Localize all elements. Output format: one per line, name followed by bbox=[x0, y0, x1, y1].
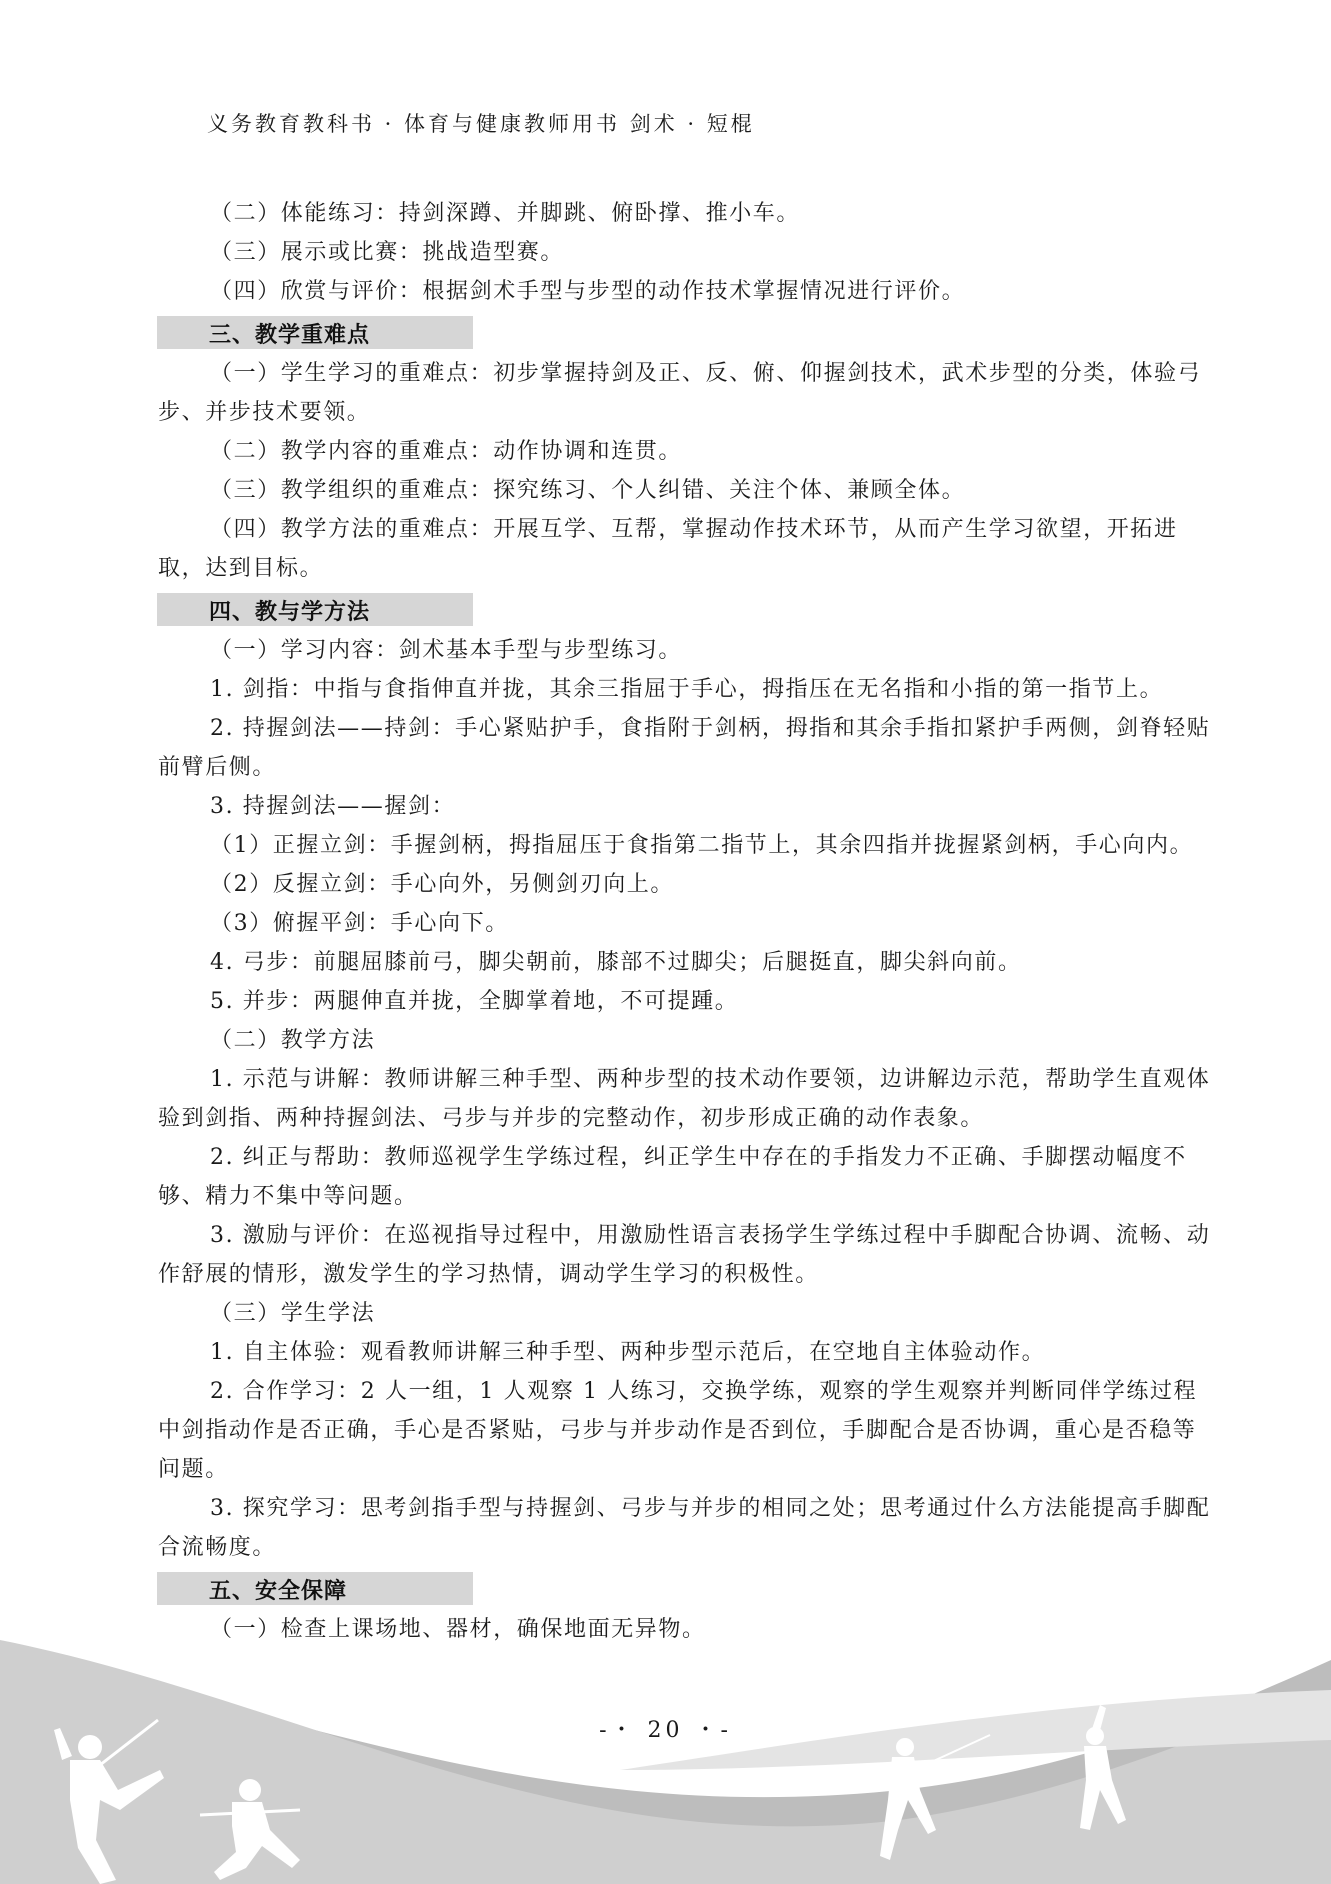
section-heading bbox=[157, 593, 473, 626]
paragraph: 5. 并步：两腿伸直并拢，全脚掌着地，不可提踵。 bbox=[210, 989, 739, 1014]
paragraph: 1. 剑指：中指与食指伸直并拢，其余三指屈于手心，拇指压在无名指和小指的第一指节上。 bbox=[210, 677, 1164, 702]
section-heading-text: 三、教学重难点 bbox=[209, 323, 371, 348]
paragraph: （四）欣赏与评价：根据剑术手型与步型的动作技术掌握情况进行评价。 bbox=[210, 279, 966, 304]
page-number: -・ 20 ・- bbox=[599, 1718, 732, 1743]
paragraph: 1. 自主体验：观看教师讲解三种手型、两种步型示范后，在空地自主体验动作。 bbox=[210, 1340, 1046, 1365]
paragraph: （2）反握立剑：手心向外，另侧剑刃向上。 bbox=[210, 872, 674, 897]
paragraph: 3. 激励与评价：在巡视指导过程中，用激励性语言表扬学生学练过程中手脚配合协调、流畅、动作舒展的情形，激发学生的学习热情，调动学生学习的积极性。 bbox=[158, 1223, 1211, 1287]
paragraph: （二）教学方法 bbox=[210, 1028, 376, 1053]
paragraph: （1）正握立剑：手握剑柄，拇指屈压于食指第二指节上，其余四指并拢握紧剑柄，手心向内。 bbox=[210, 833, 1194, 858]
section-heading-text: 四、教与学方法 bbox=[209, 600, 371, 625]
paragraph: 2. 纠正与帮助：教师巡视学生学练过程，纠正学生中存在的手指发力不正确、手脚摆动幅度不够、精力不集中等问题。 bbox=[158, 1145, 1187, 1209]
section-heading-text: 五、安全保障 bbox=[209, 1579, 348, 1604]
footer-decoration bbox=[0, 1454, 1331, 1884]
paragraph: （三）学生学法 bbox=[210, 1301, 376, 1326]
section-heading bbox=[157, 316, 473, 349]
paragraph: （一）学生学习的重难点：初步掌握持剑及正、反、俯、仰握剑技术，武术步型的分类，体验弓步、并步技术要领。 bbox=[158, 361, 1202, 425]
paragraph: 3. 探究学习：思考剑指手型与持握剑、弓步与并步的相同之处；思考通过什么方法能提高手脚配合流畅度。 bbox=[158, 1496, 1211, 1560]
page-body bbox=[158, 194, 1218, 1649]
paragraph: （四）教学方法的重难点：开展互学、互帮，掌握动作技术环节，从而产生学习欲望，开拓进取，达到目标。 bbox=[158, 517, 1178, 581]
paragraph: 2. 持握剑法——持剑：手心紧贴护手，食指附于剑柄，拇指和其余手指扣紧护手两侧，剑脊轻贴前臂后侧。 bbox=[158, 716, 1211, 780]
paragraph: 3. 持握剑法——握剑： bbox=[210, 794, 456, 819]
running-header: 义务教育教科书 · 体育与健康教师用书 剑术 · 短棍 bbox=[207, 112, 755, 136]
paragraph: （三）教学组织的重难点：探究练习、个人纠错、关注个体、兼顾全体。 bbox=[210, 478, 966, 503]
paragraph: 2. 合作学习：2 人一组，1 人观察 1 人练习，交换学练，观察的学生观察并判断同伴学练过程中剑指动作是否正确，手心是否紧贴，弓步与并步动作是否到位，手脚配合是否协调，重心是否稳等问题。 bbox=[158, 1379, 1198, 1482]
paragraph: 1. 示范与讲解：教师讲解三种手型、两种步型的技术动作要领，边讲解边示范，帮助学生直观体验到剑指、两种持握剑法、弓步与并步的完整动作，初步形成正确的动作表象。 bbox=[158, 1067, 1211, 1131]
paragraph: （二）教学内容的重难点：动作协调和连贯。 bbox=[210, 439, 683, 464]
paragraph: （一）检查上课场地、器材，确保地面无异物。 bbox=[210, 1617, 706, 1642]
paragraph: 4. 弓步：前腿屈膝前弓，脚尖朝前，膝部不过脚尖；后腿挺直，脚尖斜向前。 bbox=[210, 950, 1022, 975]
paragraph: （3）俯握平剑：手心向下。 bbox=[210, 911, 509, 936]
paragraph: （二）体能练习：持剑深蹲、并脚跳、俯卧撑、推小车。 bbox=[210, 201, 801, 226]
paragraph: （三）展示或比赛：挑战造型赛。 bbox=[210, 240, 565, 265]
paragraph: （一）学习内容：剑术基本手型与步型练习。 bbox=[210, 638, 683, 663]
